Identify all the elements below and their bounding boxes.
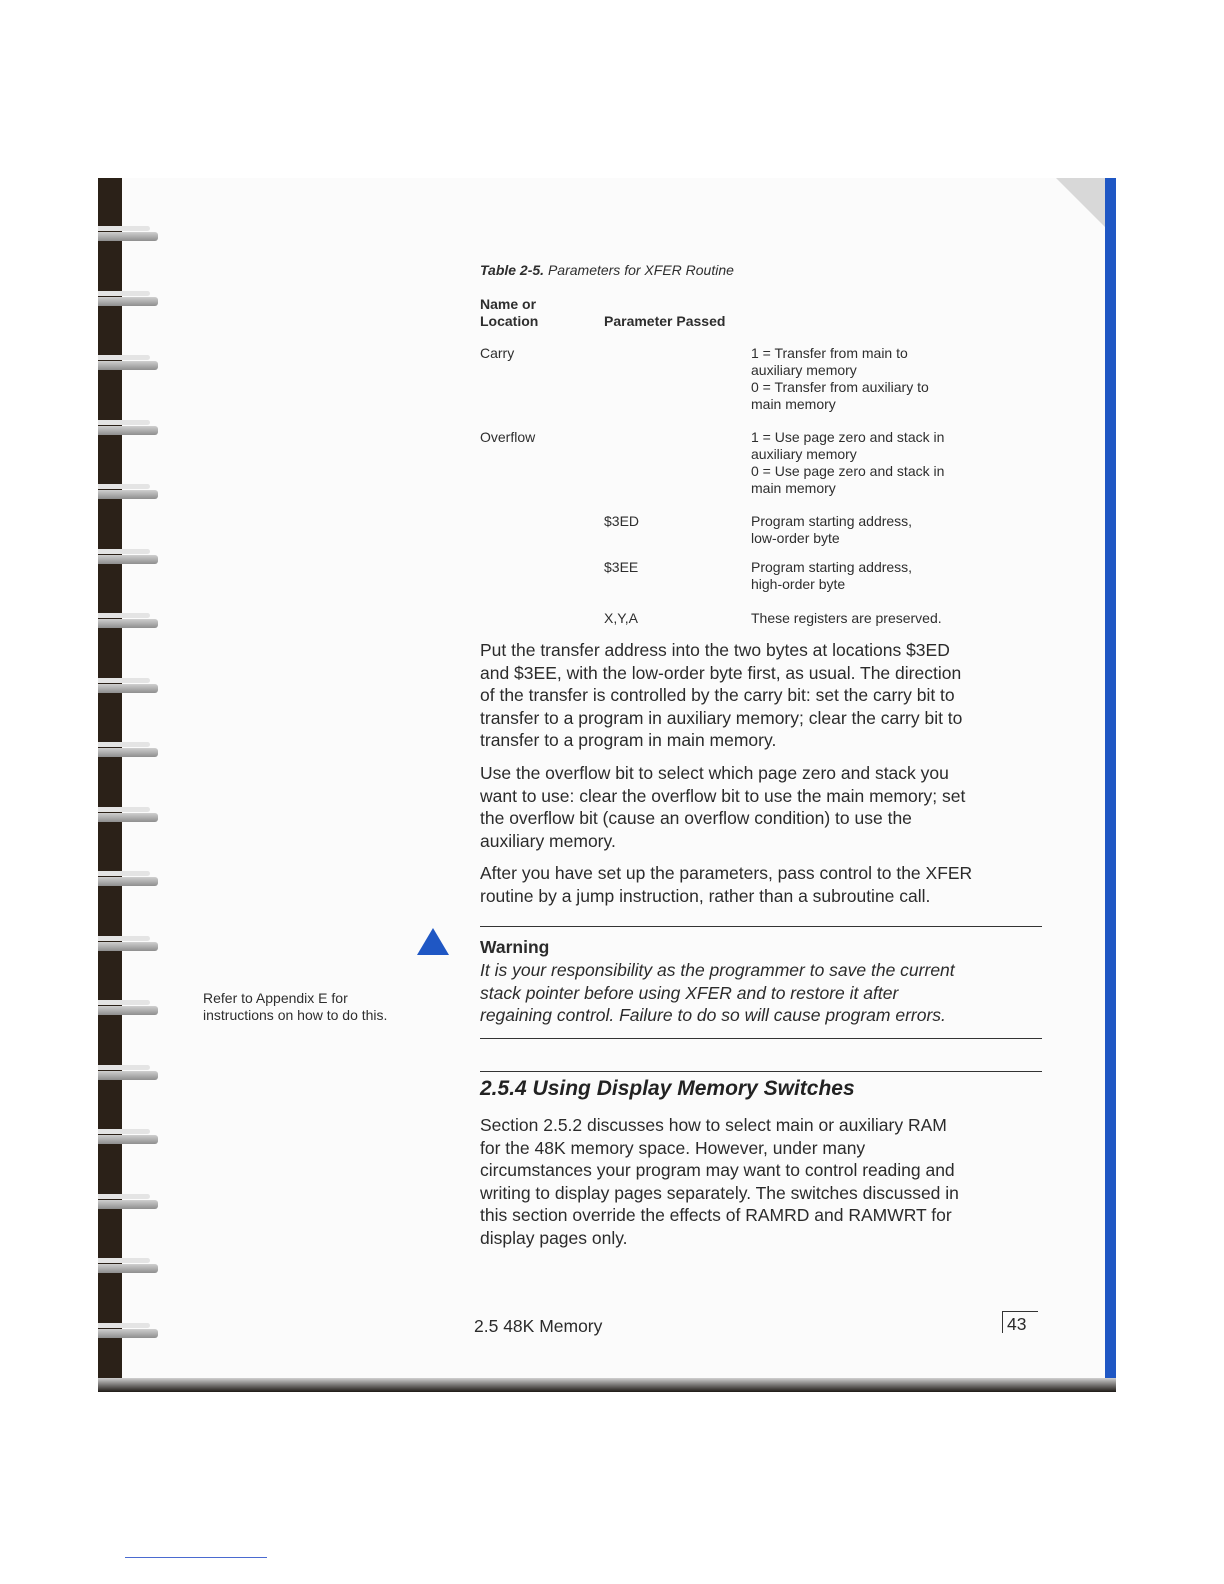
footnote-rule — [125, 1557, 267, 1558]
table-row-desc — [751, 610, 942, 627]
page-number: 43 — [1007, 1314, 1027, 1334]
text-line: transfer to a program in auxiliary memory; clear the carry bit to — [480, 707, 963, 728]
text-line: After you have set up the parameters, pass control to the XFER — [480, 863, 973, 883]
page-corner — [1056, 178, 1106, 228]
text-line: transfer to a program in main memory. — [480, 730, 777, 750]
table-row-location: X,Y,A — [604, 610, 638, 626]
binding-coil — [98, 740, 160, 766]
text-line: regaining control. Failure to do so will cause program errors. — [480, 1005, 946, 1025]
text-line: want to use: clear the overflow bit to use the main memory; set — [480, 785, 966, 806]
desc-line: These registers are preserved. — [751, 610, 942, 626]
desc-line: main memory — [751, 480, 836, 496]
table-row-name: Carry — [480, 345, 515, 361]
binding-coil — [98, 998, 160, 1024]
table-header-parameter: Parameter Passed — [604, 313, 726, 329]
binding-coil — [98, 676, 160, 702]
table-header-name — [480, 296, 538, 330]
binding-coil — [98, 1256, 160, 1282]
desc-line: main memory — [751, 396, 836, 412]
section-body — [480, 1114, 959, 1249]
table-row-location: $3ED — [604, 513, 640, 529]
binding-coil — [98, 1063, 160, 1089]
binding-coil — [98, 869, 160, 895]
binding-coil — [98, 1321, 160, 1347]
text-line: display pages only. — [480, 1227, 628, 1248]
desc-line: 0 = Use page zero and stack in — [751, 463, 945, 479]
desc-line: auxiliary memory — [751, 446, 857, 462]
text-line: It is your responsibility as the programmer to save the current — [480, 960, 955, 980]
warning-title: Warning — [480, 937, 550, 957]
binding-coil — [98, 289, 160, 315]
desc-line: auxiliary memory — [751, 362, 857, 378]
header-line: Name or — [480, 296, 537, 312]
desc-line: Program starting address, — [751, 513, 913, 529]
section-rule — [480, 1071, 1042, 1072]
warning-triangle-icon — [417, 928, 449, 955]
text-line: writing to display pages separately. The switches discussed in — [480, 1182, 959, 1203]
page-number-rule-vertical — [1002, 1311, 1003, 1333]
binding-coil — [98, 353, 160, 379]
table-row-location: $3EE — [604, 559, 639, 575]
binding-coil — [98, 611, 160, 637]
binding-coil — [98, 934, 160, 960]
table-row-desc — [751, 429, 944, 497]
text-line: stack pointer before using XFER and to restore it after — [480, 982, 899, 1003]
table-row-desc — [751, 559, 912, 593]
footer-section-label: 2.5 48K Memory — [474, 1316, 603, 1336]
desc-line: Program starting address, — [751, 559, 913, 575]
text-line: Section 2.5.2 discusses how to select main or auxiliary RAM — [480, 1115, 947, 1135]
text-line: routine by a jump instruction, rather than a subroutine call. — [480, 885, 931, 906]
table-row-name: Overflow — [480, 429, 536, 445]
text-line: Put the transfer address into the two bytes at locations $3ED — [480, 640, 950, 660]
text-line: Use the overflow bit to select which page zero and stack you — [480, 763, 949, 783]
page-bottom-shadow — [98, 1378, 1116, 1392]
binding-coil — [98, 805, 160, 831]
text-line: Refer to Appendix E for — [203, 990, 348, 1006]
binding-coil — [98, 482, 160, 508]
text-line: for the 48K memory space. However, under many — [480, 1137, 866, 1158]
binding-coil — [98, 418, 160, 444]
binding-coil — [98, 1192, 160, 1218]
table-caption-label: Table 2-5. — [480, 262, 545, 278]
blue-tab-edge — [1105, 178, 1116, 1378]
text-line: instructions on how to do this. — [203, 1007, 388, 1023]
table-caption — [480, 262, 734, 279]
body-paragraph — [480, 862, 972, 907]
table-row-desc — [751, 345, 929, 413]
body-paragraph — [480, 639, 962, 752]
warning-top-rule — [480, 926, 1042, 927]
desc-line: 1 = Transfer from main to — [751, 345, 908, 361]
section-heading: 2.5.4 Using Display Memory Switches — [480, 1077, 855, 1100]
binding-coil — [98, 547, 160, 573]
desc-line: 0 = Transfer from auxiliary to — [751, 379, 929, 395]
text-line: the overflow bit (cause an overflow condition) to use the — [480, 808, 912, 828]
text-line: of the transfer is controlled by the carry bit: set the carry bit to — [480, 685, 955, 705]
margin-note — [203, 990, 387, 1024]
page-number-rule — [1002, 1311, 1038, 1312]
warning-bottom-rule — [480, 1038, 1042, 1039]
binding-coil — [98, 224, 160, 250]
desc-line: 1 = Use page zero and stack in — [751, 429, 945, 445]
header-line: Location — [480, 313, 539, 329]
warning-body — [480, 959, 955, 1027]
body-paragraph — [480, 762, 965, 852]
table-row-desc — [751, 513, 912, 547]
desc-line: low-order byte — [751, 530, 840, 546]
text-line: and $3EE, with the low-order byte first, as usual. The direction — [480, 662, 962, 683]
desc-line: high-order byte — [751, 576, 846, 592]
text-line: auxiliary memory. — [480, 830, 616, 851]
text-line: this section override the effects of RAMRD and RAMWRT for — [480, 1205, 952, 1225]
table-caption-title: Parameters for XFER Routine — [547, 262, 734, 278]
text-line: circumstances your program may want to control reading and — [480, 1160, 955, 1180]
binding-coil — [98, 1127, 160, 1153]
